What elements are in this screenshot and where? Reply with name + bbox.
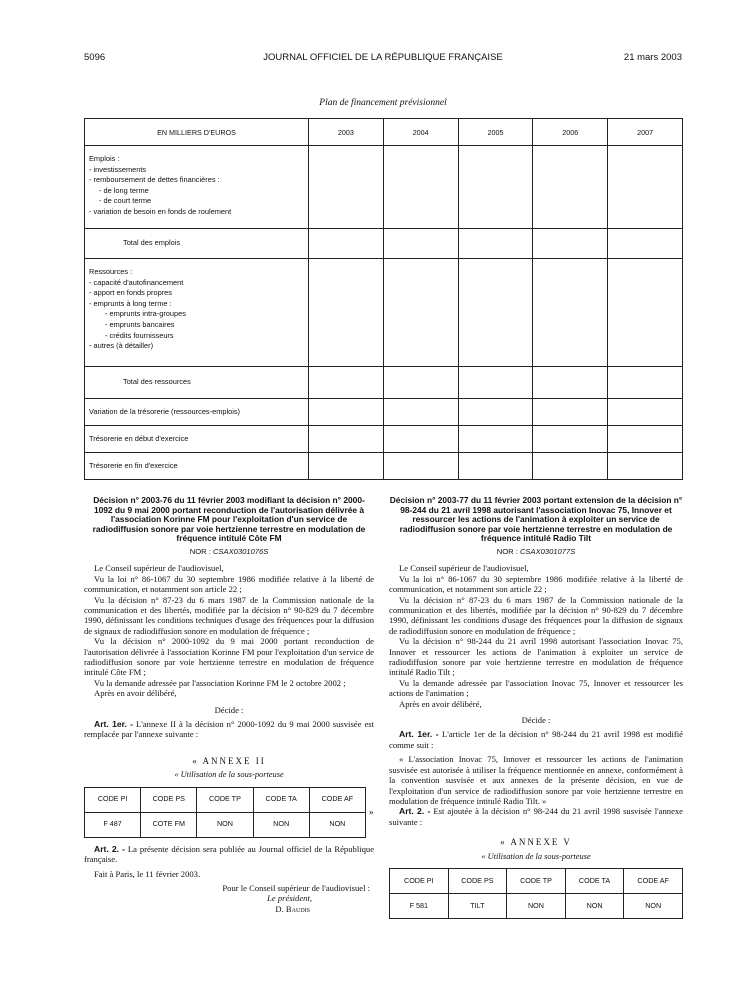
page-header [84,52,682,66]
table-row: F 487 COTE FM NON NON NON [85,812,366,837]
plan-row-variation: Variation de la trésorerie (ressources-emplois) [85,399,683,426]
signature-place-date: Fait à Paris, le 11 février 2003. [94,868,201,879]
financing-plan-table [84,118,683,480]
plan-row-total-emplois: Total des emplois [85,229,683,259]
paragraph: Le Conseil supérieur de l'audiovisuel, [399,563,529,574]
paragraph: Le Conseil supérieur de l'audiovisuel, [94,563,224,574]
table-header-row: CODE PI CODE PS CODE TP CODE TA CODE AF [390,868,683,893]
nor-reference: NOR : CSAX0301076S [189,546,269,556]
decision-2003-76 [84,496,374,914]
page-number: 5096 [84,52,106,63]
paragraph: Après en avoir délibéré, [94,688,177,699]
decide-label: Décide : [521,715,551,726]
issue-date: 21 mars 2003 [623,52,682,63]
article-1: Art. 1er. - L'annexe II à la décision n° 2000-1092 du 9 mai 2000 susvisée est remplacée par l'annexe suivante : [84,719,374,740]
paragraph: Vu la loi n° 86-1067 du 30 septembre 1986 modifiée relative à la liberté de communication, et notamment son article 22 ; [84,573,374,595]
subcarrier-table [389,868,683,919]
plan-row-ressources [85,259,683,367]
plan-row-tresorerie-fin: Trésorerie en fin d'exercice [85,453,683,480]
plan-title: Plan de financement prévisionnel [319,98,447,108]
nor-reference: NOR : CSAX0301077S [496,546,576,556]
subcarrier-table [84,787,366,838]
paragraph: Vu la décision n° 87-23 du 6 mars 1987 de la Commission nationale de la communication et des libertés, modifiée par la décision n° 90-829 du 7 décembre 1990, définissant les conditions d'usage des fréquences pour la diffusion de signaux de radiodiffusion sonore en modulation de fréquence ; [389,594,683,636]
ressources-cell: Ressources : - capacité d'autofinancement - apport en fonds propres - emprunts à long terme : - emprunts intra-groupes - emprunts bancaires - crédits fournisseurs - autres (à détailler) [85,259,309,367]
year-header: 2004 [383,119,458,146]
paragraph: Vu la demande adressée par l'association Inovac 75, Innover et ressourcer les actions de l'animation ; [389,677,683,699]
table-header-row: CODE PI CODE PS CODE TP CODE TA CODE AF [85,787,366,812]
decision-title: Décision n° 2003-77 du 11 février 2003 portant extension de la décision n° 98-244 du 21 avril 1998 autorisant l'association Inovac 75, Innover et ressourcer les actions de l'animation à exploiter un service de radiodiffusion sonore par voie hertzienne terrestre en modulation de fréquence intitulé Radio Tilt [389,495,683,544]
annexe-subtitle: « Utilisation de la sous-porteuse [174,770,284,780]
paragraph: Vu la loi n° 86-1067 du 30 septembre 1986 modifiée relative à la liberté de communication, et notamment son article 22 ; [389,573,683,595]
paragraph: Vu la décision n° 2000-1092 du 9 mai 2000 portant reconduction de l'autorisation délivrée à l'association Korinne FM pour l'exploitation d'un service de radiodiffusion sonore par voie hertzienne terrestre en modulation de fréquence intitulé Côte FM ; [84,636,374,678]
paragraph: Vu la décision n° 98-244 du 21 avril 1998 autorisant l'association Inovac 75, Innover et ressourcer les actions de l'animation à exploiter un service de radiodiffusion sonore par voie hertzienne terrestre en modulation de fréquence intitulé Radio Tilt ; [389,636,683,678]
signature-block: Pour le Conseil supérieur de l'audiovisuel : Le président, D. Baudis [222,882,370,914]
annexe-heading: « ANNEXE V [500,837,572,848]
article-2: Art. 2. - La présente décision sera publiée au Journal officiel de la République française. [84,843,375,865]
decision-2003-77 [389,496,683,919]
year-header: 2003 [309,119,384,146]
paragraph: Vu la décision n° 87-23 du 6 mars 1987 de la Commission nationale de la communication et des libertés, modifiée par la décision n° 90-829 du 7 décembre 1990, définissant les conditions techniques d'usage des fréquences pour la diffusion de signaux de radiodiffusion sonore en modulation de fréquence ; [84,594,374,636]
paragraph: Vu la demande adressée par l'association Korinne FM le 2 octobre 2002 ; [94,677,346,688]
year-header: 2005 [458,119,533,146]
annexe-heading: « ANNEXE II [192,755,266,766]
plan-row-tresorerie-debut: Trésorerie en début d'exercice [85,426,683,453]
decide-label: Décide : [214,704,244,715]
annexe-subtitle: « Utilisation de la sous-porteuse [481,851,591,861]
year-header: 2006 [533,119,608,146]
paragraph: Après en avoir délibéré, [399,698,482,709]
closing-quote: » [369,806,374,817]
plan-row-emplois [85,146,683,229]
plan-header-row [85,119,683,146]
table-row: F 581 TILT NON NON NON [390,893,683,918]
article-2: Art. 2. - Est ajoutée à la décision n° 98-244 du 21 avril 1998 susvisée l'annexe suivante : [389,806,683,827]
plan-row-total-ressources: Total des ressources [85,367,683,399]
decision-title: Décision n° 2003-76 du 11 février 2003 modifiant la décision n° 2000-1092 du 9 mai 2000 portant reconduction de l'autorisation délivrée à l'association Korinne FM pour l'exploitation d'un service de radiodiffusion sonore par voie hertzienne terrestre en modulation de fréquence intitulé Côte FM [92,495,366,544]
article-1: Art. 1er. - L'article 1er de la décision n° 98-244 du 21 avril 1998 est modifié comme suit : [389,729,683,750]
plan-unit-header: EN MILLIERS D'EUROS [85,119,309,146]
year-header: 2007 [608,119,683,146]
quoted-article: « L'association Inovac 75, Innover et ressourcer les actions de l'animation susvisée est autorisée à utiliser la fréquence mentionnée en annexe, conformément à la convention susvisée et aux annexes de la présente décision, en vue de l'exploitation d'un service de radiodiffusion sonore par voie hertzienne terrestre en modulation de fréquence intitulé Radio Tilt. » [389,754,683,806]
journal-title: JOURNAL OFFICIEL DE LA RÉPUBLIQUE FRANÇAISE [263,52,503,63]
emplois-cell: Emplois : - investissements - remboursement de dettes financières : - de long terme - de court terme - variation de besoin en fonds de roulement [85,146,309,229]
